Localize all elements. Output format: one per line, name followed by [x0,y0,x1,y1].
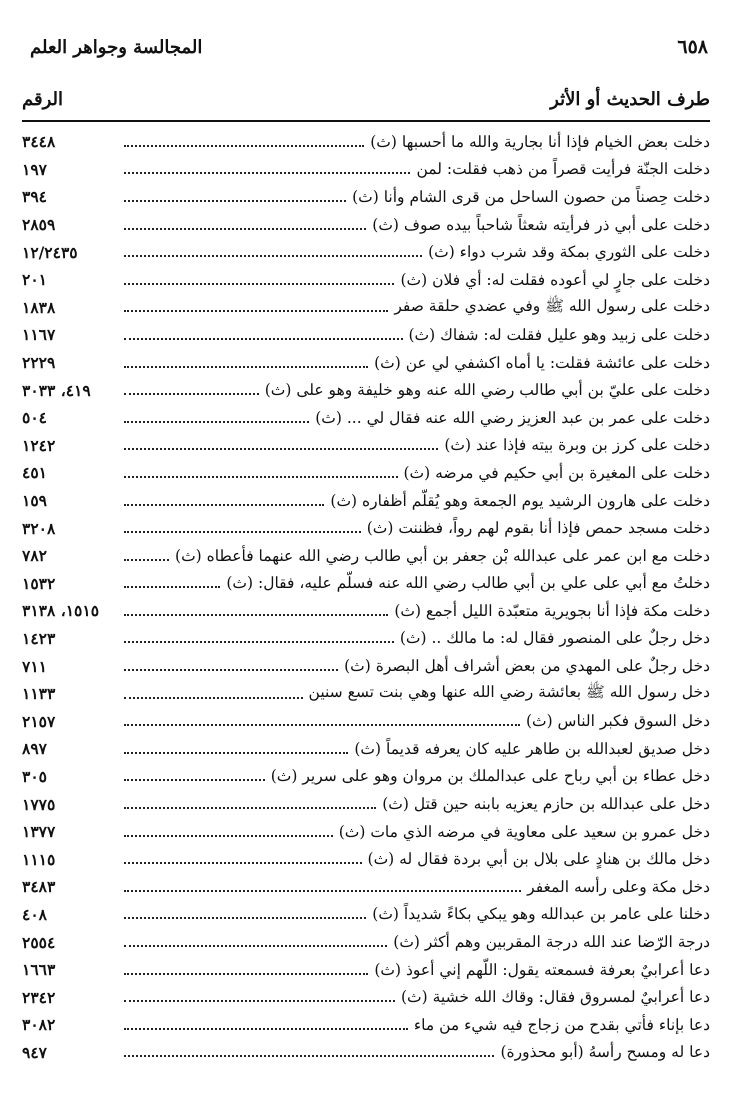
entry-ref-number: ١١٦٧ [22,325,56,345]
index-entry [22,321,710,349]
entry-text: درجة الرّضا عند الله درجة المقربين وهم أكثر (ث) [393,933,710,952]
ref-column-label: الرقم [22,88,64,110]
running-head [30,30,708,64]
index-entry [22,652,710,680]
index-entry [22,211,710,239]
entry-text: دخلت على عمر بن عبد العزيز رضي الله عنه فقال لي ... (ث) [315,408,710,427]
index-entry [22,294,710,322]
dot-leader [124,1055,494,1057]
dot-leader [124,641,394,643]
entry-ref-number: ٤٠٨ [22,904,47,924]
index-entry [22,597,710,625]
entry-ref-number: ٢١٥٧ [22,711,56,731]
entry-text: دخلت على رسول الله ﷺ وفي عضدي حلقة صفر [394,296,710,315]
index-entry [22,376,710,404]
index-entry [22,928,710,956]
entry-ref-number: ١٧٧٥ [22,794,56,814]
index-entry [22,790,710,818]
dot-leader [124,779,265,781]
entry-ref-number: ١٨٣٨ [22,297,56,317]
dot-leader [124,945,387,947]
entry-ref-number: ١٣٧٧ [22,822,56,842]
entry-ref-number: ٤٥١ [22,463,47,483]
entry-text: دخلت على جارٍ لي أعوده فقلت له: أي فلان (ث) [400,270,710,289]
entry-text: دخلنا على عامر بن عبدالله وهو يبكي بكاءً شديداً (ث) [372,905,710,924]
entry-text: دخل مكة وعلى رأسه المغفر [527,877,710,896]
entry-text: دعا أعرابيٌ بعرفة فسمعته يقول: اللّهم إني أعوذ (ث) [374,960,710,979]
dot-leader [124,835,333,837]
dot-leader [124,586,220,588]
entry-text: دخلت على هارون الرشيد يوم الجمعة وهو يُقلّم أظفاره (ث) [330,491,710,510]
entry-text: دعا له ومسح رأسهُ (أبو محذورة) [500,1043,710,1062]
column-header [22,84,710,114]
dot-leader [124,973,368,975]
entry-ref-number: ١١٣٣ [22,684,56,704]
entry-text: دخل عطاء بن أبي رباح على عبدالملك بن مروان وهو على سرير (ث) [270,767,710,786]
dot-leader [124,448,438,450]
entry-ref-number: ١٦٦٣ [22,960,56,980]
entry-text: دخلت على عليّ بن أبي طالب رضي الله عنه وهو خليفة وهو على (ث) [264,381,710,400]
entry-text: دخل مالك بن هنادٍ على بلال بن أبي بردة فقال له (ث) [367,850,710,869]
entry-ref-number: ٨٩٧ [22,739,47,759]
entry-ref-number: ١٩٧ [22,159,47,179]
entry-ref-number: ٢٢٢٩ [22,353,56,373]
entry-text: دخلت مكة فإذا أنا بجويرية متعبّدة الليل أجمع (ث) [394,601,710,620]
entry-text: دعا أعرابيٌ لمسروق فقال: وقاك الله خشية (ث) [401,988,710,1007]
entry-ref-number: ١٢٤٢ [22,435,56,455]
dot-leader [124,531,361,533]
index-entry [22,1039,710,1067]
index-entry [22,873,710,901]
dot-leader [124,228,366,230]
entry-ref-number: ٢٥٥٤ [22,932,56,952]
dot-leader [124,421,309,423]
entry-ref-number: ١٥٩ [22,491,47,511]
index-entry [22,487,710,515]
index-entry [22,983,710,1011]
entry-text: دخلت على الثوري بمكة وقد شرب دواء (ث) [428,243,710,262]
entry-text: دخل السوق فكبر الناس (ث) [525,712,710,731]
entry-ref-number: ١٤٢٣ [22,628,56,648]
entry-ref-number: ١٥١٥، ٣١٣٨ [22,601,100,621]
entry-ref-number: ٥٠٤ [22,408,47,428]
dot-leader [124,752,348,754]
dot-leader [124,669,338,671]
entry-text: دخلت على كرز بن وبرة بيته فإذا عند (ث) [444,436,710,455]
entry-text: دخلت مسجد حمص فإذا أنا بقوم لهم رواً، فظننت (ث) [366,519,710,538]
entry-text: دخلت على زبيد وهو عليل فقلت له: شفاك (ث) [408,325,710,344]
entry-text: دخلت الجنّة فرأيت قصراً من ذهب فقلت: لمن [416,160,710,179]
dot-leader [124,393,259,395]
entry-ref-number: ٧١١ [22,656,47,676]
entry-ref-number: ٤١٩، ٣٠٣٣ [22,380,91,400]
dot-leader [124,145,364,147]
entry-ref-number: ١٢/٢٤٣٥ [22,242,78,262]
index-entry [22,349,710,377]
entry-text: دخل رسول الله ﷺ بعائشة رضي الله عنها وهي بنت تسع سنين [308,683,710,702]
page-number: ٦٥٨ [677,36,708,58]
entry-text: دخلت على عائشة فقلت: يا أماه اكشفي لي عن (ث) [374,353,710,372]
index-entry [22,901,710,929]
header-divider [22,120,710,122]
entry-ref-number: ١٥٣٢ [22,573,56,593]
index-entry [22,570,710,598]
index-entry [22,680,710,708]
entry-ref-number: ٣٩٤ [22,187,47,207]
index-entry [22,128,710,156]
entry-text: دخلت مع ابن عمر على عبدالله بْن جعفر بن أبي طالب رضي الله عنهما فأعطاه (ث) [175,546,710,565]
dot-leader [124,917,366,919]
entry-text: دخل عمرو بن سعيد على معاوية في مرضه الذي مات (ث) [338,822,710,841]
index-entry [22,625,710,653]
entry-text: دخل على عبدالله بن حازم يعزيه بابنه حين قتل (ث) [382,795,710,814]
dot-leader [124,807,376,809]
index-entry [22,845,710,873]
entry-ref-number: ١١١٥ [22,849,56,869]
index-entry [22,432,710,460]
index-entry [22,514,710,542]
dot-leader [124,338,403,340]
book-title: المجالسة وجواهر العلم [30,36,203,58]
entry-text: دخلت على المغيرة بن أبي حكيم في مرضه (ث) [403,463,710,482]
dot-leader [124,283,394,285]
index-entry [22,735,710,763]
entry-text: دخل رجلٌ على المنصور فقال له: ما مالك .. (ث) [399,629,710,648]
entry-ref-number: ٣٤٨٣ [22,877,56,897]
dot-leader [124,200,346,202]
index-entry [22,238,710,266]
entry-text: دخلتُ مع أبي على علي بن أبي طالب رضي الله عنه فسلّم عليه، فقال: (ث) [226,574,710,593]
index-entry [22,542,710,570]
index-entry [22,1011,710,1039]
index-entry [22,404,710,432]
dot-leader [124,559,169,561]
text-column-label: طرف الحديث أو الأثر [550,88,710,110]
dot-leader [124,697,303,699]
entry-ref-number: ٢٠١ [22,270,47,290]
index-entries [22,128,710,1066]
entry-ref-number: ٢٨٥٩ [22,215,56,235]
dot-leader [124,862,362,864]
dot-leader [124,366,368,368]
index-entry [22,956,710,984]
entry-ref-number: ٩٤٧ [22,1042,47,1062]
dot-leader [124,1028,408,1030]
entry-ref-number: ٣٠٨٢ [22,1015,56,1035]
index-entry [22,156,710,184]
dot-leader [124,724,520,726]
dot-leader [124,504,324,506]
entry-ref-number: ٣٢٠٨ [22,518,56,538]
entry-ref-number: ٣٠٥ [22,766,47,786]
dot-leader [124,310,388,312]
dot-leader [124,476,398,478]
index-entry [22,818,710,846]
dot-leader [124,172,410,174]
entry-text: دخلت حِصناً من حصون الساحل من قرى الشام وأنا (ث) [352,187,710,206]
entry-ref-number: ٣٤٤٨ [22,132,56,152]
index-entry [22,459,710,487]
entry-text: دخلت على أبي ذر فرأيته شعثاً شاحباً بيده صوف (ث) [372,215,710,234]
dot-leader [124,1000,395,1002]
dot-leader [124,255,422,257]
index-entry [22,183,710,211]
dot-leader [124,614,388,616]
entry-ref-number: ٧٨٢ [22,546,47,566]
index-entry [22,763,710,791]
entry-text: دخل صديق لعبدالله بن طاهر عليه كان يعرفه قديماً (ث) [354,739,710,758]
entry-text: دخلت بعض الخيام فإذا أنا بجارية والله ما أحسبها (ث) [370,132,710,151]
entry-ref-number: ٢٣٤٢ [22,987,56,1007]
index-entry [22,266,710,294]
dot-leader [124,890,521,892]
entry-text: دعا بإناء فأتي بقدح من زجاج فيه شيء من ماء [413,1015,710,1034]
index-entry [22,707,710,735]
entry-text: دخل رجلٌ على المهدي من بعض أشراف أهل البصرة (ث) [344,657,710,676]
